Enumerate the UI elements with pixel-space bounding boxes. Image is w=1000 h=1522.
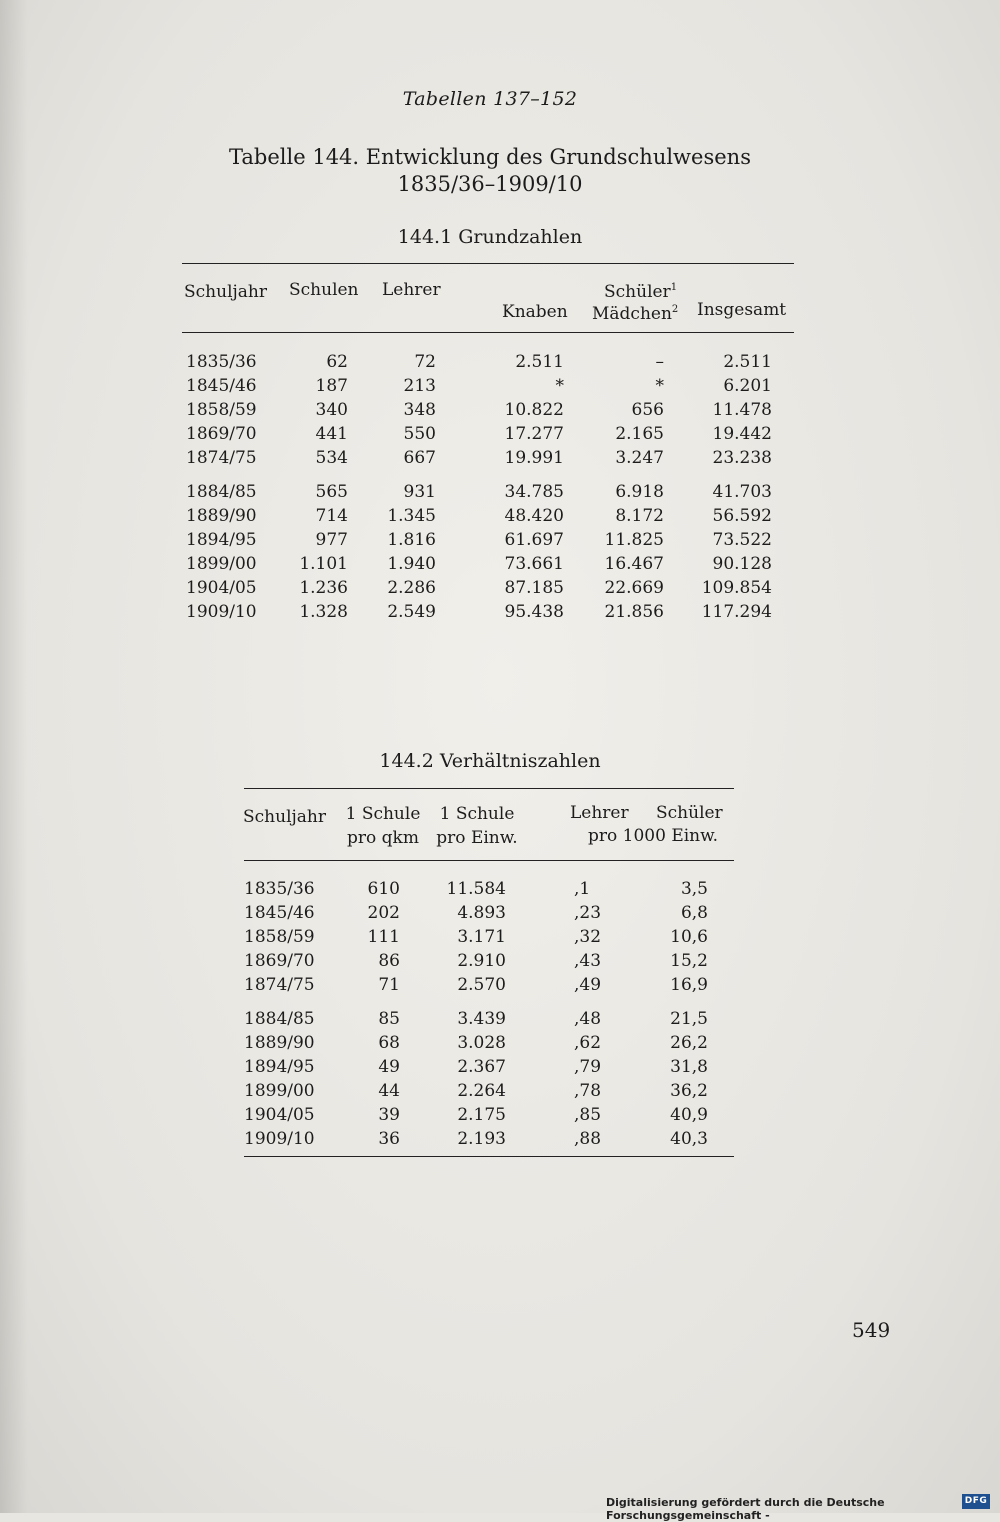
t2-header-schule-einw-1: 1 Schule [439, 804, 515, 824]
t1-cell-schulen: 187 [315, 376, 348, 396]
t1-cell-maedchen: 2.165 [615, 424, 664, 444]
t1-cell-schuljahr: 1835/36 [186, 352, 257, 372]
t1-cell-knaben: 95.438 [504, 602, 564, 622]
t2-cell-schueler-pro-1000: 10,6 [670, 927, 708, 947]
t1-cell-lehrer: 667 [403, 448, 436, 468]
t2-cell-schule-pro-qkm: 85 [378, 1009, 400, 1029]
t2-cell-schule-pro-einw: 4.893 [457, 903, 506, 923]
t1-cell-knaben: 10.822 [504, 400, 564, 420]
t1-cell-maedchen: 21.856 [604, 602, 664, 622]
t1-cell-knaben: 19.991 [504, 448, 564, 468]
t2-cell-lehrer-pro-1000: ,43 [574, 951, 602, 971]
t1-header-schueler-label: Schüler [604, 282, 671, 302]
table-subtitle-years: 1835/36–1909/10 [397, 172, 583, 196]
t2-cell-schueler-pro-1000: 16,9 [670, 975, 708, 995]
t1-cell-schulen: 340 [315, 400, 348, 420]
t2-cell-schueler-pro-1000: 3,5 [680, 879, 708, 899]
t2-cell-schule-pro-einw: 2.193 [457, 1129, 506, 1149]
footer-credit-text: Digitalisierung gefördert durch die Deutsche Forschungsgemeinschaft - [606, 1496, 885, 1522]
t2-cell-lehrer-pro-1000: ,49 [574, 975, 602, 995]
t1-cell-knaben: 48.420 [504, 506, 564, 526]
t2-cell-lehrer-pro-1000: ,62 [574, 1033, 602, 1053]
t1-header-maedchen-label: Mädchen [592, 304, 672, 324]
t1-header-maedchen [592, 298, 678, 326]
t2-cell-lehrer-pro-1000: ,23 [574, 903, 602, 923]
t1-cell-lehrer: 2.549 [387, 602, 436, 622]
t1-cell-schulen: 534 [315, 448, 348, 468]
t1-cell-schulen: 62 [326, 352, 348, 372]
t1-cell-maedchen: 16.467 [604, 554, 664, 574]
t2-cell-schueler-pro-1000: 21,5 [670, 1009, 708, 1029]
t2-cell-schuljahr: 1835/36 [244, 879, 315, 899]
t1-cell-schulen: 1.328 [299, 602, 348, 622]
t2-cell-schuljahr: 1894/95 [244, 1057, 315, 1077]
t2-cell-schueler-pro-1000: 15,2 [670, 951, 708, 971]
page-number: 549 [852, 1318, 891, 1342]
t1-cell-lehrer: 1.345 [387, 506, 436, 526]
t1-cell-maedchen: * [655, 376, 664, 396]
t2-cell-schueler-pro-1000: 26,2 [670, 1033, 708, 1053]
t1-header-knaben: Knaben [502, 302, 568, 322]
t2-cell-schuljahr: 1884/85 [244, 1009, 315, 1029]
t1-cell-schuljahr: 1845/46 [186, 376, 257, 396]
t1-cell-schuljahr: 1858/59 [186, 400, 257, 420]
t2-cell-schule-pro-qkm: 610 [367, 879, 400, 899]
t1-cell-knaben: 61.697 [504, 530, 564, 550]
t1-cell-schuljahr: 1874/75 [186, 448, 257, 468]
t2-cell-schule-pro-qkm: 111 [367, 927, 400, 947]
t2-cell-lehrer-pro-1000: ,85 [574, 1105, 602, 1125]
t1-cell-schuljahr: 1899/00 [186, 554, 257, 574]
t2-cell-schuljahr: 1874/75 [244, 975, 315, 995]
t1-cell-lehrer: 348 [403, 400, 436, 420]
t1-cell-insgesamt: 6.201 [723, 376, 772, 396]
t2-cell-schuljahr: 1858/59 [244, 927, 315, 947]
t2-cell-schueler-pro-1000: 40,3 [670, 1129, 708, 1149]
t2-header-pro-1000-einw: pro 1000 Einw. [588, 826, 719, 846]
t1-cell-maedchen: 22.669 [604, 578, 664, 598]
t1-cell-schuljahr: 1904/05 [186, 578, 257, 598]
t1-cell-schuljahr: 1909/10 [186, 602, 257, 622]
t2-header-schule-einw-2: pro Einw. [436, 828, 518, 848]
t1-cell-lehrer: 2.286 [387, 578, 436, 598]
t1-cell-lehrer: 550 [403, 424, 436, 444]
t2-cell-schueler-pro-1000: 40,9 [670, 1105, 708, 1125]
t2-cell-schule-pro-qkm: 36 [378, 1129, 400, 1149]
t1-cell-knaben: * [555, 376, 564, 396]
running-head: Tabellen 137–152 [402, 88, 578, 110]
t1-cell-maedchen: 8.172 [615, 506, 664, 526]
t1-cell-schulen: 977 [315, 530, 348, 550]
t2-cell-lehrer-pro-1000: ,32 [574, 927, 602, 947]
t2-cell-schule-pro-einw: 11.584 [446, 879, 506, 899]
table-title: Tabelle 144. Entwicklung des Grundschulwesens [229, 145, 751, 169]
section-title-grundzahlen: 144.1 Grundzahlen [397, 226, 583, 248]
t2-cell-schule-pro-qkm: 68 [378, 1033, 400, 1053]
t1-cell-insgesamt: 56.592 [712, 506, 772, 526]
t2-cell-schueler-pro-1000: 6,8 [680, 903, 708, 923]
t2-cell-lehrer-pro-1000: ,48 [574, 1009, 602, 1029]
t1-cell-schulen: 1.101 [299, 554, 348, 574]
t1-cell-maedchen: – [655, 352, 664, 372]
t1-cell-lehrer: 213 [403, 376, 436, 396]
t2-cell-schule-pro-qkm: 44 [378, 1081, 400, 1101]
dfg-logo: DFG [962, 1494, 990, 1509]
t1-cell-insgesamt: 2.511 [723, 352, 772, 372]
t2-cell-lehrer-pro-1000: ,88 [574, 1129, 602, 1149]
table2-bottom-rule [244, 1156, 734, 1157]
t2-cell-schule-pro-qkm: 39 [378, 1105, 400, 1125]
t1-cell-schulen: 565 [315, 482, 348, 502]
t2-cell-schule-pro-qkm: 86 [378, 951, 400, 971]
t1-cell-maedchen: 11.825 [604, 530, 664, 550]
t1-cell-schuljahr: 1889/90 [186, 506, 257, 526]
t2-cell-schule-pro-qkm: 202 [367, 903, 400, 923]
t2-cell-schule-pro-einw: 2.175 [457, 1105, 506, 1125]
t1-cell-lehrer: 72 [414, 352, 436, 372]
t1-cell-maedchen: 3.247 [615, 448, 664, 468]
t1-cell-maedchen: 656 [631, 400, 664, 420]
t1-cell-schuljahr: 1884/85 [186, 482, 257, 502]
t2-cell-schueler-pro-1000: 31,8 [670, 1057, 708, 1077]
t2-cell-schule-pro-qkm: 49 [378, 1057, 400, 1077]
table2-header-rule [244, 860, 734, 861]
t2-cell-schule-pro-einw: 2.570 [457, 975, 506, 995]
t2-header-schule-qkm-1: 1 Schule [345, 804, 421, 824]
t1-cell-insgesamt: 11.478 [712, 400, 772, 420]
t1-cell-schuljahr: 1869/70 [186, 424, 257, 444]
t2-cell-schule-pro-einw: 2.264 [457, 1081, 506, 1101]
t1-cell-insgesamt: 73.522 [712, 530, 772, 550]
t1-header-insgesamt: Insgesamt [697, 300, 787, 320]
t2-cell-schule-pro-einw: 3.171 [457, 927, 506, 947]
t1-cell-insgesamt: 90.128 [712, 554, 772, 574]
t2-header-schuljahr: Schuljahr [243, 807, 326, 827]
t1-cell-insgesamt: 19.442 [712, 424, 772, 444]
t1-cell-knaben: 87.185 [504, 578, 564, 598]
t1-cell-knaben: 2.511 [515, 352, 564, 372]
t2-cell-schule-pro-einw: 3.439 [457, 1009, 506, 1029]
t2-cell-schule-pro-einw: 2.367 [457, 1057, 506, 1077]
t1-cell-schulen: 1.236 [299, 578, 348, 598]
footer-credit [600, 1492, 1000, 1522]
t2-cell-schuljahr: 1909/10 [244, 1129, 315, 1149]
t2-header-lehrer: Lehrer [570, 803, 629, 823]
table1-top-rule [182, 263, 794, 264]
t2-cell-schule-pro-qkm: 71 [378, 975, 400, 995]
section-title-verhaeltniszahlen: 144.2 Verhältniszahlen [379, 750, 601, 772]
t1-footnote-marker-2: 2 [671, 304, 679, 315]
t2-cell-lehrer-pro-1000: ,78 [574, 1081, 602, 1101]
t2-cell-lehrer-pro-1000: ,79 [574, 1057, 602, 1077]
t1-cell-insgesamt: 117.294 [701, 602, 772, 622]
t1-cell-schulen: 714 [315, 506, 348, 526]
t1-header-schuljahr: Schuljahr [184, 282, 267, 302]
t1-cell-insgesamt: 109.854 [701, 578, 772, 598]
t1-cell-knaben: 34.785 [504, 482, 564, 502]
t1-footnote-marker-1: 1 [670, 282, 678, 293]
t1-header-lehrer: Lehrer [382, 280, 441, 300]
t1-header-schulen: Schulen [289, 280, 359, 300]
t1-cell-insgesamt: 41.703 [712, 482, 772, 502]
t1-cell-knaben: 17.277 [504, 424, 564, 444]
t1-cell-lehrer: 1.940 [387, 554, 436, 574]
t1-cell-knaben: 73.661 [504, 554, 564, 574]
t2-cell-schueler-pro-1000: 36,2 [670, 1081, 708, 1101]
table1-header-rule [182, 332, 794, 333]
t2-cell-lehrer-pro-1000: ,1 [574, 879, 591, 899]
t2-cell-schuljahr: 1889/90 [244, 1033, 315, 1053]
t2-cell-schuljahr: 1869/70 [244, 951, 315, 971]
t1-cell-insgesamt: 23.238 [712, 448, 772, 468]
t1-cell-schulen: 441 [315, 424, 348, 444]
t2-cell-schule-pro-einw: 2.910 [457, 951, 506, 971]
t2-header-schule-qkm-2: pro qkm [347, 828, 419, 848]
t1-cell-lehrer: 1.816 [387, 530, 436, 550]
t2-cell-schuljahr: 1845/46 [244, 903, 315, 923]
t2-header-schueler: Schüler [656, 803, 723, 823]
t1-cell-schuljahr: 1894/95 [186, 530, 257, 550]
t2-cell-schule-pro-einw: 3.028 [457, 1033, 506, 1053]
t1-cell-lehrer: 931 [403, 482, 436, 502]
table2-top-rule [244, 788, 734, 789]
t1-cell-maedchen: 6.918 [615, 482, 664, 502]
t2-cell-schuljahr: 1899/00 [244, 1081, 315, 1101]
t2-cell-schuljahr: 1904/05 [244, 1105, 315, 1125]
